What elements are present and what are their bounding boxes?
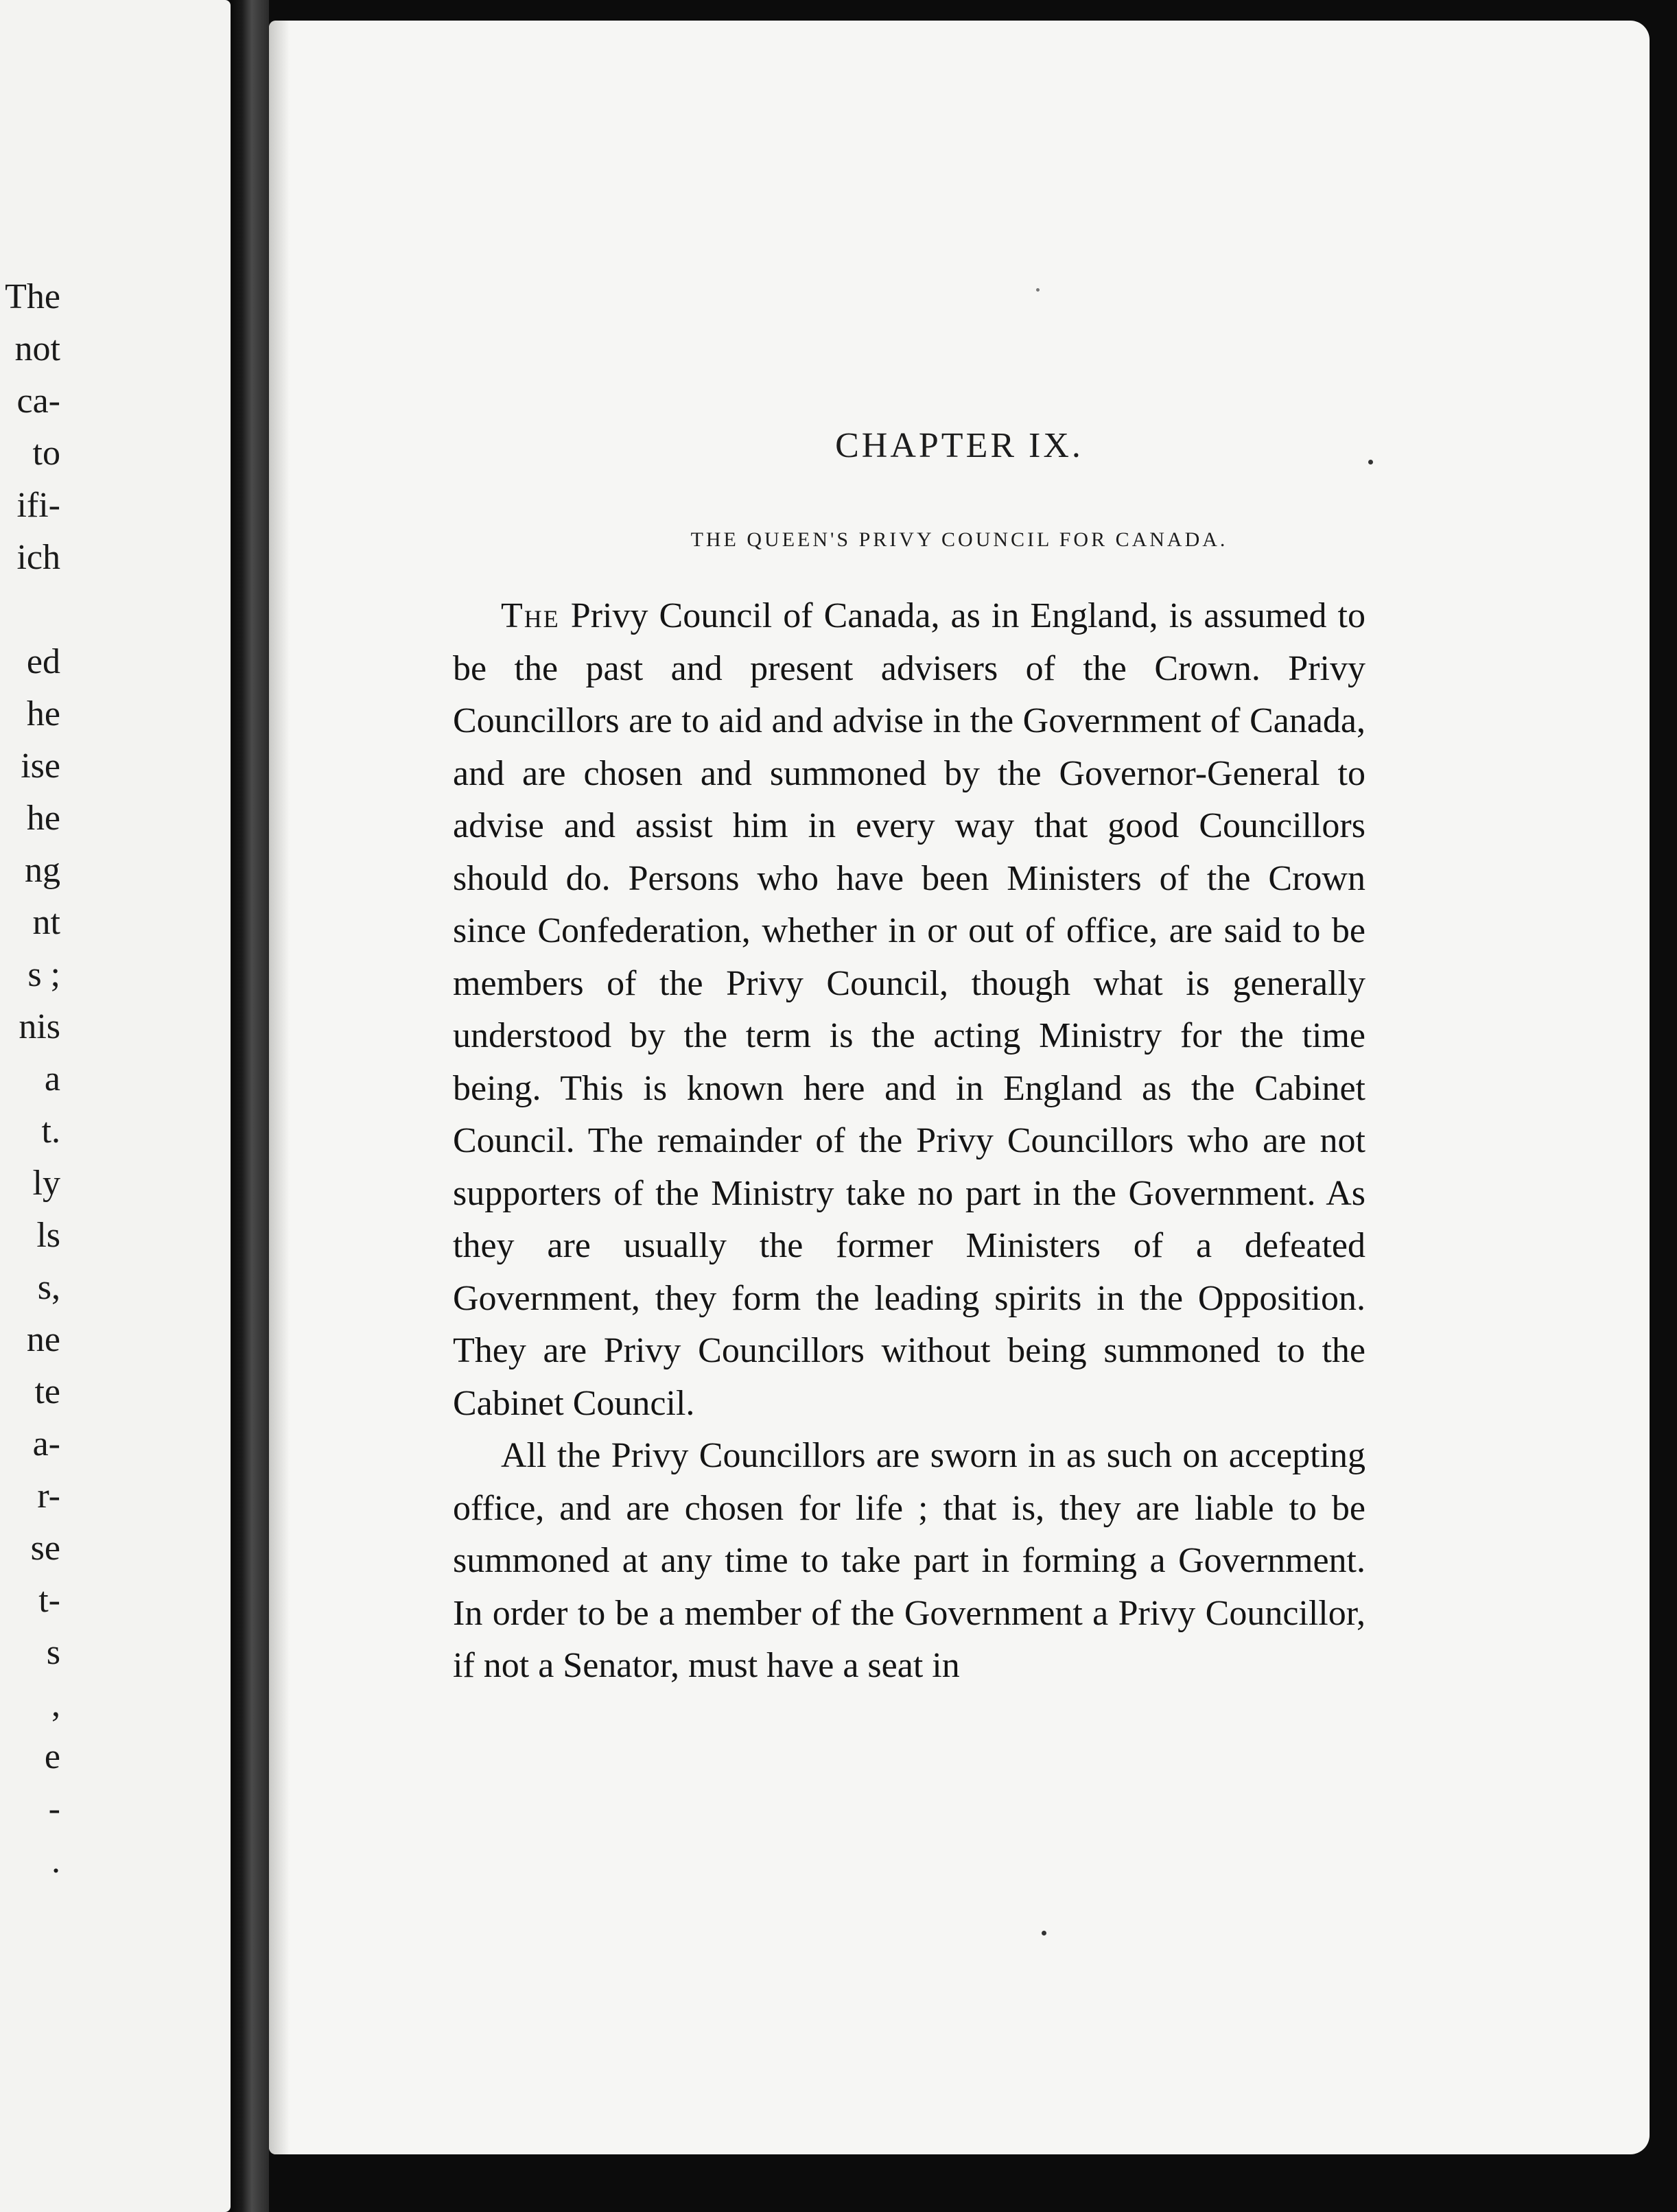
left-page-fragment: t. bbox=[41, 1111, 60, 1151]
ink-speck bbox=[1042, 1931, 1046, 1936]
paragraph-1-lead-word: The bbox=[501, 596, 560, 635]
left-page-fragment: a- bbox=[32, 1424, 60, 1463]
left-page-fragment: s bbox=[46, 1633, 60, 1672]
left-page-fragment: ise bbox=[21, 746, 60, 786]
left-page-fragment: not bbox=[14, 329, 60, 368]
left-page-fragment: t- bbox=[38, 1581, 60, 1620]
bottom-shadow bbox=[269, 2154, 1677, 2212]
left-page-fragment: ca- bbox=[16, 381, 60, 421]
body-text bbox=[453, 590, 1365, 1693]
left-page-fragment: ls bbox=[36, 1216, 60, 1255]
paragraph-2: All the Privy Councillors are sworn in as such on accepting office, and are chosen for life ; that is, they are liable to be summoned at any time to take part in forming a Government. In order to be a member of the Government a Privy Councillor, if not a Senator, must have a seat in bbox=[453, 1436, 1365, 1685]
left-page-fragment: ed bbox=[26, 642, 60, 681]
left-page-fragment: ich bbox=[16, 538, 60, 577]
left-page bbox=[0, 0, 231, 2212]
left-page-fragment bbox=[0, 584, 60, 636]
chapter-title: CHAPTER IX. bbox=[835, 426, 1083, 465]
left-page-fragment: ifi- bbox=[16, 486, 60, 525]
paragraph-1-text: Privy Council of Canada, as in England, is assumed to be the past and present advisers of the Crown. Privy Councillors are to aid and advise in the Government of Canada, and are chosen and summoned by the Governor-General to advise and assist him in every way that good Councillors should do. Persons who have been Ministers of the Crown since Confederation, whether in or out of office, are said to be members of the Privy Council, though what is generally understood by the term is the acting Ministry for the time being. This is known here and in England as the Cabinet Council. The remainder of the Privy Councillors who are not supporters of the Ministry take no part in the Government. As they are usually the former Ministers of a defeated Government, they form the leading spirits in the Opposition. They are Privy Councillors without being summoned to the Cabinet Council. bbox=[453, 596, 1365, 1423]
left-page-fragment: he bbox=[26, 694, 60, 733]
left-page-fragment: nt bbox=[32, 903, 60, 942]
left-page-fragment: ng bbox=[25, 851, 60, 890]
ink-speck bbox=[1036, 288, 1040, 292]
left-page-fragment: e bbox=[44, 1737, 60, 1776]
left-page-fragment: The bbox=[5, 277, 60, 316]
left-page-fragment: he bbox=[26, 799, 60, 838]
left-page-fragment: to bbox=[32, 434, 60, 473]
ink-speck bbox=[1368, 460, 1373, 464]
left-page-fragment: . bbox=[51, 1842, 60, 1881]
paragraph-1 bbox=[453, 590, 1365, 1430]
left-page-text-fragments bbox=[0, 271, 60, 1887]
chapter-subtitle: THE QUEEN'S PRIVY COUNCIL FOR CANADA. bbox=[690, 528, 1228, 551]
right-page bbox=[269, 21, 1650, 2154]
book-gutter bbox=[231, 0, 269, 2212]
left-page-fragment: se bbox=[30, 1529, 60, 1568]
left-page-fragment: ne bbox=[26, 1320, 60, 1359]
left-page-fragment: s ; bbox=[27, 955, 60, 994]
left-page-fragment: te bbox=[34, 1372, 60, 1411]
left-page-fragment: a bbox=[44, 1059, 60, 1098]
left-page-fragment: nis bbox=[19, 1007, 60, 1046]
left-page-fragment: , bbox=[51, 1685, 60, 1724]
left-page-fragment: - bbox=[48, 1789, 60, 1828]
left-page-fragment: ly bbox=[32, 1164, 60, 1203]
left-page-fragment: r- bbox=[37, 1476, 60, 1516]
left-page-fragment: s, bbox=[37, 1268, 60, 1307]
